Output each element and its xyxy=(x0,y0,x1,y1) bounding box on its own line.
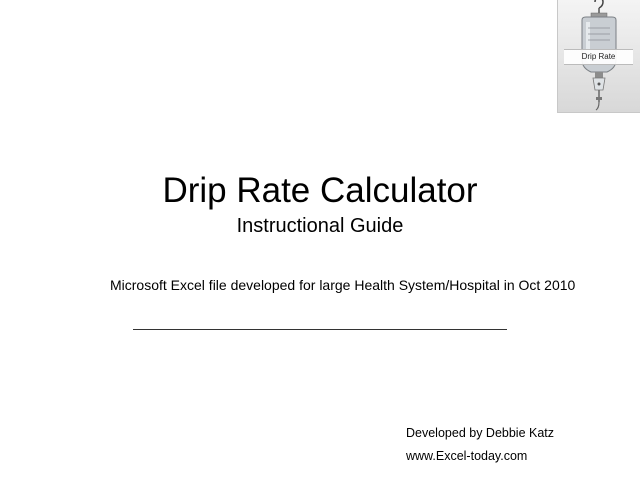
page-title-text: Drip Rate Calculator xyxy=(162,171,478,210)
website-text: www.Excel-today.com xyxy=(406,449,528,463)
description-text: Microsoft Excel file developed for large Health System/Hospital in Oct 2010 xyxy=(110,277,576,293)
horizontal-divider xyxy=(133,329,507,330)
drip-rate-logo xyxy=(557,0,640,113)
page-subtitle: Instructional Guide xyxy=(236,215,404,237)
author-credit: Developed by Debbie Katz xyxy=(406,426,555,440)
page-title xyxy=(0,170,640,212)
logo-label: Drip Rate xyxy=(564,49,633,65)
